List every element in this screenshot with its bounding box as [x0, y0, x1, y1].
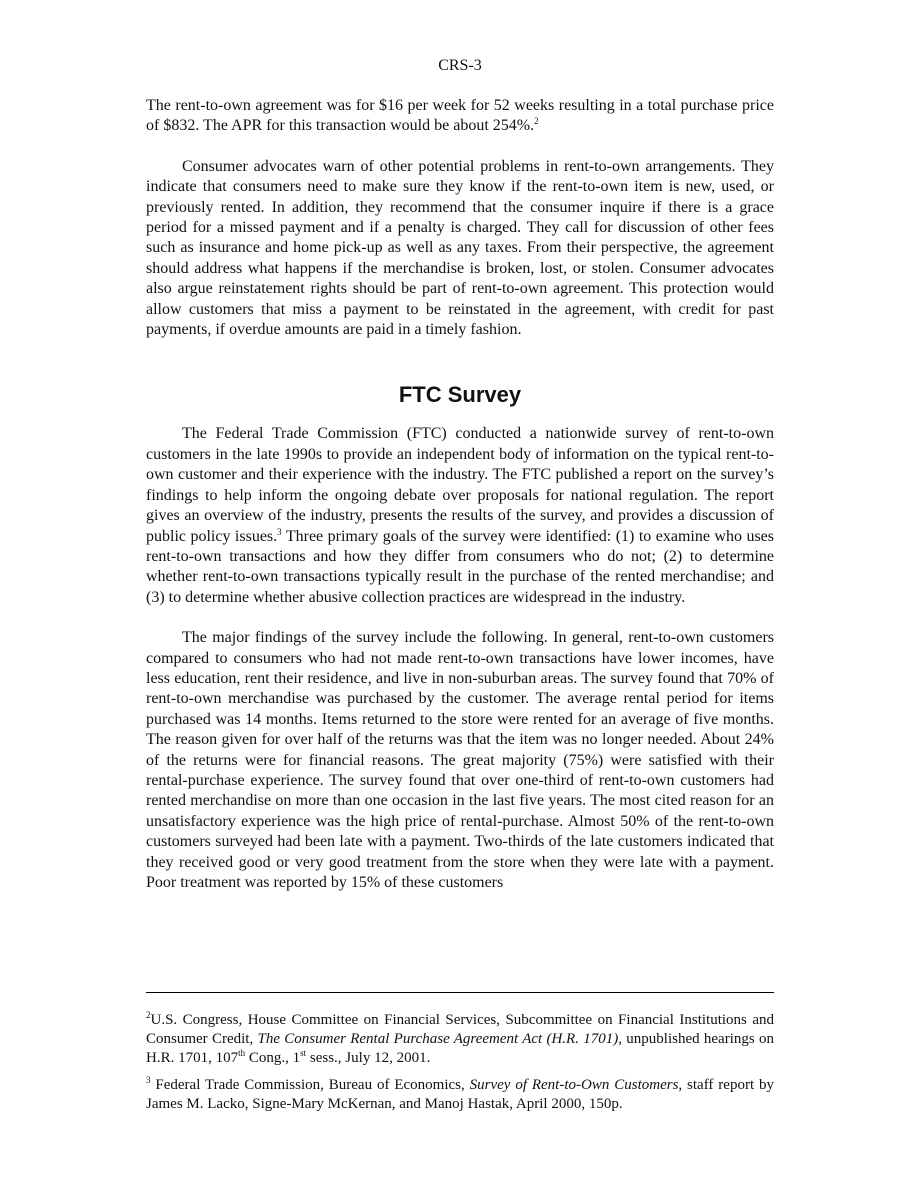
paragraph-consumer-advocates: Consumer advocates warn of other potential problems in rent-to-own arrangements. They indicate that consumers need to make sure they know if the rent-to-own item is new, used, or previously rented. In addition, they recommend that the consumer inquire if there is a grace period for a missed payment and if a penalty is charged. They call for discussion of other fees such as insurance and home pick-up as well as any taxes. From their perspective, the agreement should address what happens if the merchandise is broken, lost, or stolen. Consumer advocates also argue reinstatement rights should be part of rent-to-own agreement. This protection would allow customers that miss a payment to be reinstated in the agreement, with credit for past payments, if overdue amounts are paid in a timely fashion.	[146, 157, 774, 339]
footnote-text: sess., July 12, 2001.	[306, 1050, 431, 1066]
footnote-text: , unpublished hearings on H.R. 1701, 107	[146, 1031, 774, 1066]
footnote-3	[146, 1076, 774, 1114]
footnote-title: Survey of Rent-to-Own Customers	[469, 1077, 679, 1093]
footnote-ref-3[interactable]: 3	[277, 526, 282, 537]
footnote-number: 2	[146, 1010, 151, 1020]
footnote-divider	[146, 992, 774, 993]
document-body	[146, 96, 774, 893]
section-heading-ftc-survey: FTC Survey	[398, 382, 522, 408]
footnote-title: The Consumer Rental Purchase Agreement Act (H.R. 1701)	[257, 1031, 619, 1047]
footnote-text: Cong., 1	[245, 1050, 301, 1066]
paragraph-major-findings: The major findings of the survey include the following. In general, rent-to-own customers compared to consumers who had not made rent-to-own transactions have lower incomes, have less education, rent their residence, and live in non-suburban areas. The survey found that 70% of rent-to-own merchandise was purchased by the customer. The average rental period for items purchased was 14 months. Items returned to the store were rented for an average of five months. The reason given for over half of the returns was that the item was no longer needed. About 24% of the returns were for financial reasons. The great majority (75%) were satisfied with their rental-purchase experience. The survey found that over one-third of rent-to-own customers had rented merchandise on more than one occasion in the last five years. The most cited reason for an unsatisfactory experience was the high price of rental-purchase. Almost 50% of the rent-to-own customers surveyed had been late with a payment. Two-thirds of the late customers indicated that they received good or very good treatment from the store when they were late with a payment. Poor treatment was reported by 15% of these customers	[146, 629, 774, 891]
paragraph-text-b: Three primary goals of the survey were identified: (1) to examine who uses rent-to-own transactions and how they differ from consumers who do not; (2) to determine whether rent-to-own transactions typically result in the purchase of the rented merchandise; and (3) to determine whether abusive collection practices are widespread in the industry.	[146, 527, 774, 606]
paragraph-ftc-overview	[146, 424, 774, 608]
footnotes-section	[146, 1011, 774, 1114]
ordinal-suffix: st	[300, 1048, 307, 1058]
footnote-2	[146, 1011, 774, 1068]
footnote-number: 3	[146, 1075, 151, 1085]
paragraph-apr-example	[146, 96, 774, 137]
page-number-header: CRS-3	[438, 57, 482, 74]
footnote-text: , staff report by James M. Lacko, Signe-Mary McKernan, and Manoj Hastak, April 2000, 150p.	[146, 1077, 774, 1112]
paragraph-text-a: The Federal Trade Commission (FTC) conducted a nationwide survey of rent-to-own customers in the late 1990s to provide an independent body of information on the typical rent-to-own customer and their experience with the industry. The FTC published a report on the survey’s findings to help inform the ongoing debate over proposals for national regulation. The report gives an overview of the industry, presents the results of the survey, and provides a discussion of public policy issues.	[146, 425, 774, 545]
footnote-ref-2[interactable]: 2	[534, 116, 539, 127]
ordinal-suffix: th	[238, 1048, 246, 1058]
paragraph-text: The rent-to-own agreement was for $16 per week for 52 weeks resulting in a total purchase price of $832. The APR for this transaction would be about 254%.	[146, 97, 774, 135]
footnote-text: Federal Trade Commission, Bureau of Economics,	[150, 1077, 470, 1093]
footnote-text: U.S. Congress, House Committee on Financial Services, Subcommittee on Financial Institutions and Consumer Credit,	[146, 1012, 774, 1047]
